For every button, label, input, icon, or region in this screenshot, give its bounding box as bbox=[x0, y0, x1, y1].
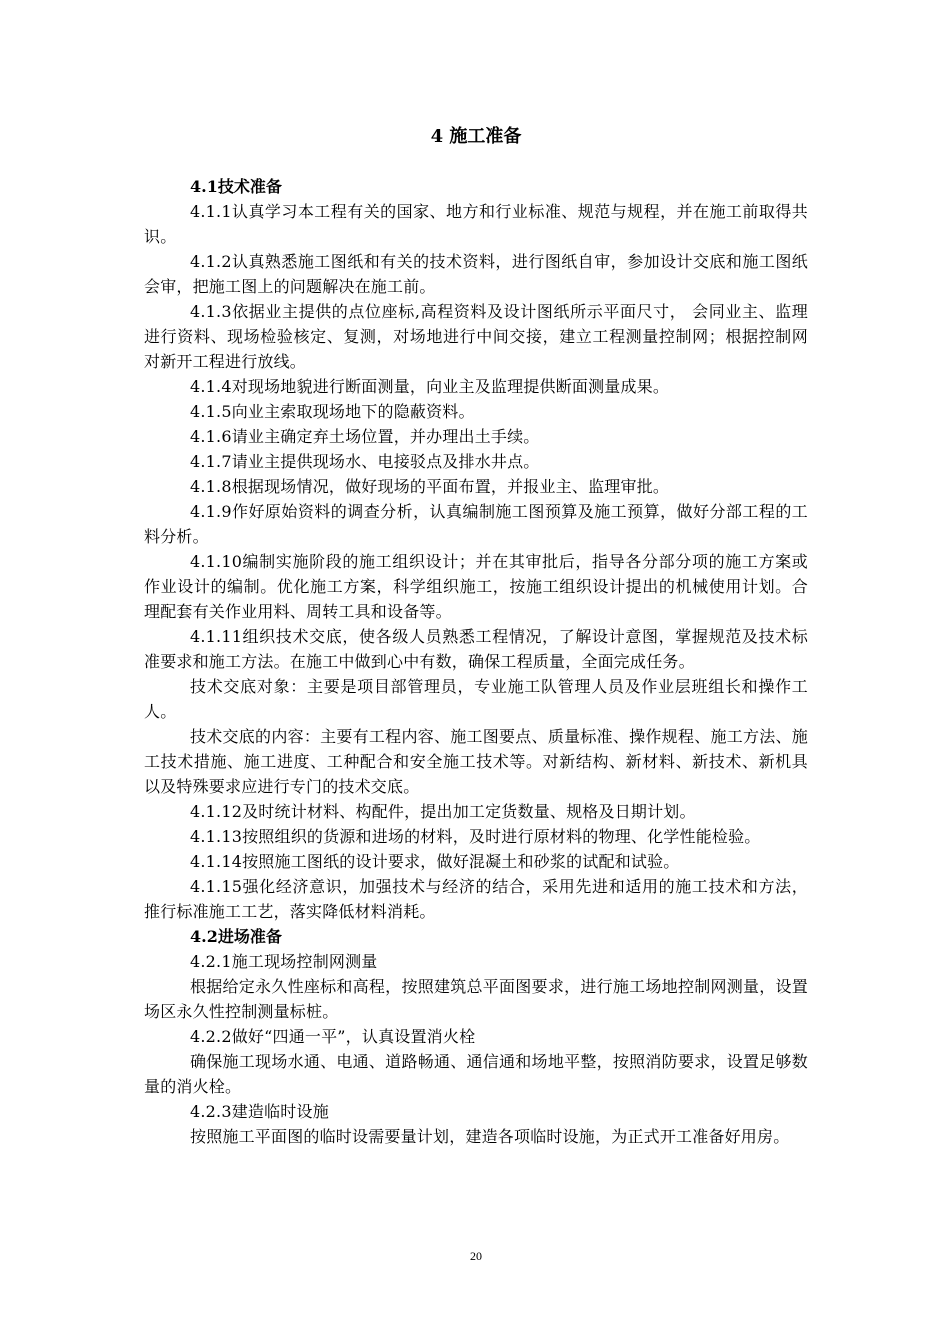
paragraph: 4.1.6请业主确定弃土场位置，并办理出土手续。 bbox=[190, 427, 540, 446]
paragraph: 4.1.3依据业主提供的点位座标,高程资料及设计图纸所示平面尺寸， 会同业主、监理进行资料、现场检验核定、复测，对场地进行中间交接，建立工程测量控制网；根据控制网对新开工程进行放线。 bbox=[144, 302, 808, 371]
paragraph: 4.1.12及时统计材料、构配件，提出加工定货数量、规格及日期计划。 bbox=[190, 802, 696, 821]
paragraph: 4.1.1认真学习本工程有关的国家、地方和行业标准、规范与规程，并在施工前取得共识。 bbox=[144, 202, 808, 246]
paragraph: 按照施工平面图的临时设需要量计划，建造各项临时设施，为正式开工准备好用房。 bbox=[190, 1127, 790, 1146]
paragraph: 4.1.11组织技术交底，使各级人员熟悉工程情况，了解设计意图，掌握规范及技术标准要求和施工方法。在施工中做到心中有数，确保工程质量，全面完成任务。 bbox=[144, 627, 808, 671]
chapter-title: 4 施工准备 bbox=[430, 126, 522, 147]
paragraph: 4.1.13按照组织的货源和进场的材料，及时进行原材料的物理、化学性能检验。 bbox=[190, 827, 761, 846]
paragraph: 根据给定永久性座标和高程，按照建筑总平面图要求，进行施工场地控制网测量，设置场区永久性控制测量标桩。 bbox=[144, 977, 808, 1021]
paragraph: 4.1.4对现场地貌进行断面测量，向业主及监理提供断面测量成果。 bbox=[190, 377, 670, 396]
document-page bbox=[144, 0, 808, 1344]
document-body bbox=[144, 174, 808, 1149]
paragraph: 4.2.3建造临时设施 bbox=[190, 1102, 329, 1121]
paragraph: 4.1.9作好原始资料的调查分析，认真编制施工图预算及施工预算，做好分部工程的工料分析。 bbox=[144, 502, 808, 546]
section-site-entry-preparation bbox=[144, 924, 808, 1149]
paragraph: 4.1.8根据现场情况，做好现场的平面布置，并报业主、监理审批。 bbox=[190, 477, 670, 496]
paragraph: 4.1.7请业主提供现场水、电接驳点及排水井点。 bbox=[190, 452, 540, 471]
paragraph: 4.2.2做好“四通一平”，认真设置消火栓 bbox=[190, 1027, 476, 1046]
page-number: 20 bbox=[470, 1249, 482, 1263]
paragraph: 4.1.5向业主索取现场地下的隐蔽资料。 bbox=[190, 402, 475, 421]
section-technical-preparation bbox=[144, 174, 808, 924]
paragraph: 确保施工现场水通、电通、道路畅通、通信通和场地平整，按照消防要求，设置足够数量的消火栓。 bbox=[144, 1052, 808, 1096]
section-heading: 4.2进场准备 bbox=[190, 927, 282, 946]
paragraph: 4.1.15强化经济意识，加强技术与经济的结合，采用先进和适用的施工技术和方法，推行标准施工工艺，落实降低材料消耗。 bbox=[144, 877, 808, 921]
paragraph: 技术交底对象：主要是项目部管理员，专业施工队管理人员及作业层班组长和操作工人。 bbox=[144, 677, 808, 721]
paragraph: 4.1.10编制实施阶段的施工组织设计；并在其审批后，指导各分部分项的施工方案或作业设计的编制。优化施工方案，科学组织施工，按施工组织设计提出的机械使用计划。合理配套有关作业用料、周转工具和设备等。 bbox=[144, 552, 808, 621]
section-heading: 4.1技术准备 bbox=[190, 177, 282, 196]
paragraph: 4.2.1施工现场控制网测量 bbox=[190, 952, 378, 971]
paragraph: 技术交底的内容：主要有工程内容、施工图要点、质量标准、操作规程、施工方法、施工技术措施、施工进度、工种配合和安全施工技术等。对新结构、新材料、新技术、新机具以及特殊要求应进行专门的技术交底。 bbox=[144, 727, 808, 796]
paragraph: 4.1.2认真熟悉施工图纸和有关的技术资料，进行图纸自审，参加设计交底和施工图纸会审，把施工图上的问题解决在施工前。 bbox=[144, 252, 808, 296]
paragraph: 4.1.14按照施工图纸的设计要求，做好混凝土和砂浆的试配和试验。 bbox=[190, 852, 680, 871]
